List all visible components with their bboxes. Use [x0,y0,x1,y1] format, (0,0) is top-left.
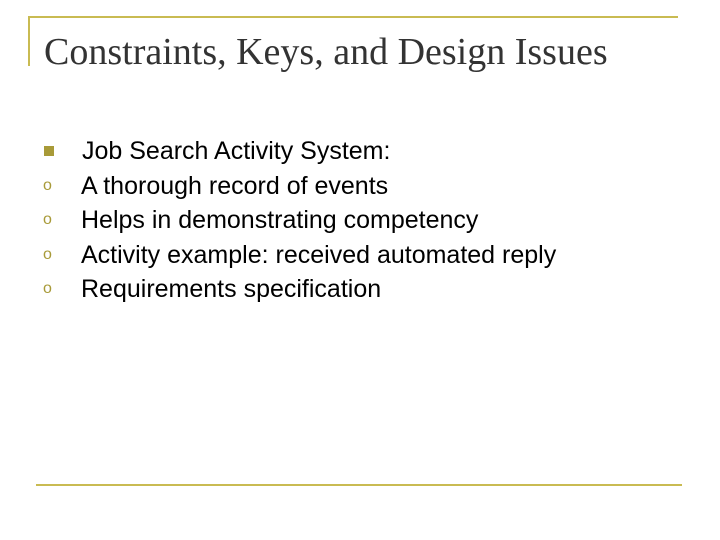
bullet-list [40,134,556,307]
title-top-rule [28,16,678,18]
bullet-text: Job Search Activity System: [82,137,391,166]
bullet-text: Activity example: received automated reply [81,240,557,269]
footer-rule [36,484,682,486]
circle-bullet-icon: o [43,211,52,229]
list-item [40,134,556,169]
list-item [40,169,556,204]
slide-title: Constraints, Keys, and Design Issues [44,31,608,73]
bullet-text: Requirements specification [81,275,382,304]
list-item [40,238,556,273]
list-item [40,203,556,238]
bullet-text: Helps in demonstrating competency [81,206,479,235]
circle-bullet-icon: o [43,176,52,194]
bullet-text: A thorough record of events [81,171,389,200]
title-left-rule [28,16,30,66]
circle-bullet-icon: o [43,280,52,298]
circle-bullet-icon: o [43,245,52,263]
list-item [40,272,556,307]
square-bullet-icon [44,146,54,156]
